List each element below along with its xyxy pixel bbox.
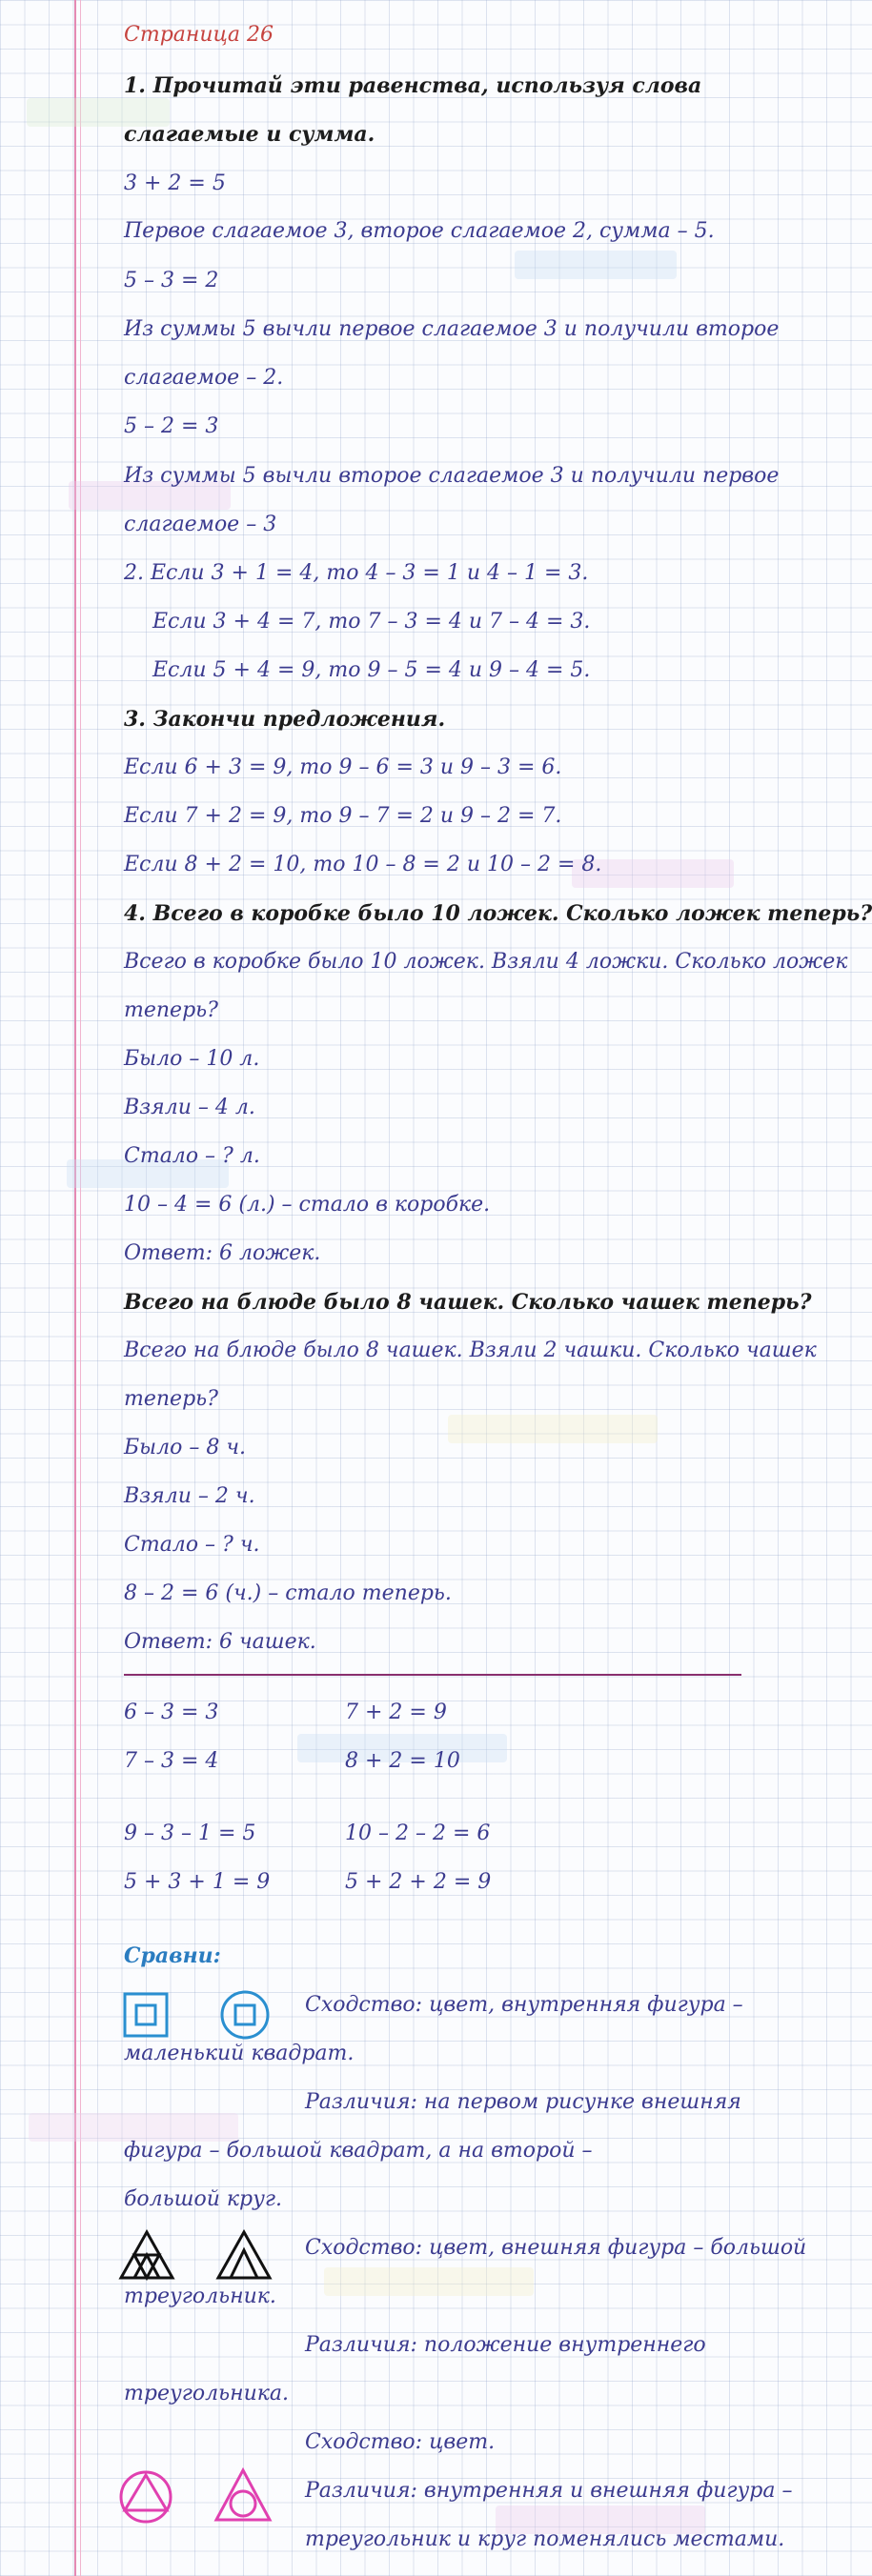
watermark: [29, 2113, 238, 2142]
difference-text: Различия: внутренняя и внешняя фигура –: [305, 2479, 793, 2503]
task5-became: Стало – ? ч.: [124, 1533, 260, 1557]
difference-text: большой круг.: [124, 2187, 282, 2211]
task1-heading: слагаемые и сумма.: [124, 122, 375, 147]
separator-line: [124, 1674, 741, 1676]
equation: 5 – 2 = 3: [124, 414, 219, 438]
equation: 6 – 3 = 3: [124, 1701, 219, 1724]
task3-line: Если 6 + 3 = 9, то 9 – 6 = 3 и 9 – 3 = 6.: [124, 755, 562, 779]
text-line: Первое слагаемое 3, второе слагаемое 2, сумма – 5.: [124, 219, 715, 243]
task5-answer: Ответ: 6 чашек.: [124, 1630, 316, 1654]
triangle-in-triangle-up-icon: [118, 2229, 175, 2281]
task4-was: Было – 10 л.: [124, 1047, 260, 1071]
task4-solution: 10 – 4 = 6 (л.) – стало в коробке.: [124, 1193, 491, 1217]
equation: 5 + 3 + 1 = 9: [124, 1870, 271, 1894]
task3-heading: 3. Закончи предложения.: [124, 707, 446, 732]
similarity-text: треугольник.: [124, 2284, 276, 2308]
task4-condition: теперь?: [124, 998, 218, 1022]
square-in-square-icon: [122, 1991, 170, 2039]
task5-heading: Всего на блюде было 8 чашек. Сколько чашек теперь?: [124, 1290, 812, 1315]
task4-taken: Взяли – 4 л.: [124, 1096, 255, 1119]
task5-condition: теперь?: [124, 1387, 218, 1411]
task3-line: Если 8 + 2 = 10, то 10 – 8 = 2 и 10 – 2 = 8.: [124, 853, 602, 876]
equation: 8 + 2 = 10: [345, 1749, 460, 1773]
text-line: Из суммы 5 вычли первое слагаемое 3 и получили второе: [124, 317, 780, 341]
difference-text: треугольника.: [124, 2382, 289, 2405]
text-line: Из суммы 5 вычли второе слагаемое 3 и получили первое: [124, 464, 780, 488]
task2-line: Если 3 + 4 = 7, то 7 – 3 = 4 и 7 – 4 = 3.: [152, 610, 591, 634]
task5-condition: Всего на блюде было 8 чашек. Взяли 2 чашки. Сколько чашек: [124, 1338, 817, 1362]
triangle-in-triangle-icon: [215, 2229, 273, 2281]
task1-heading: 1. Прочитай эти равенства, используя слова: [124, 73, 702, 98]
task4-heading: 4. Всего в коробке было 10 ложек. Сколько ложек теперь?: [124, 901, 872, 926]
task2-line: 2. Если 3 + 1 = 4, то 4 – 3 = 1 и 4 – 1 = 3.: [124, 561, 589, 585]
task5-was: Было – 8 ч.: [124, 1436, 246, 1459]
equation: 5 – 3 = 2: [124, 269, 219, 292]
difference-text: фигура – большой квадрат, а на второй –: [124, 2139, 593, 2163]
similarity-text: Сходство: цвет, внешняя фигура – большой: [305, 2236, 807, 2260]
similarity-text: Сходство: цвет.: [305, 2430, 496, 2454]
text-line: слагаемое – 3: [124, 513, 277, 536]
circle-in-triangle-icon: [213, 2467, 273, 2523]
task3-line: Если 7 + 2 = 9, то 9 – 7 = 2 и 9 – 2 = 7.: [124, 804, 562, 828]
task4-answer: Ответ: 6 ложек.: [124, 1241, 321, 1265]
triangle-in-circle-icon: [118, 2469, 173, 2525]
difference-text: Различия: на первом рисунке внешняя: [305, 2090, 741, 2114]
task4-condition: Всего в коробке было 10 ложек. Взяли 4 ложки. Сколько ложек: [124, 950, 848, 974]
equation: 3 + 2 = 5: [124, 171, 226, 195]
difference-text: Различия: положение внутреннего: [305, 2333, 706, 2357]
notebook-margin-line-inner: [80, 0, 81, 2576]
task5-taken: Взяли – 2 ч.: [124, 1484, 255, 1508]
equation: 10 – 2 – 2 = 6: [345, 1821, 491, 1845]
compare-heading: Сравни:: [124, 1943, 221, 1968]
text-line: слагаемое – 2.: [124, 366, 284, 390]
similarity-text: маленький квадрат.: [124, 2042, 355, 2065]
task5-solution: 8 – 2 = 6 (ч.) – стало теперь.: [124, 1581, 452, 1605]
task2-line: Если 5 + 4 = 9, то 9 – 5 = 4 и 9 – 4 = 5.: [152, 658, 591, 682]
task4-became: Стало – ? л.: [124, 1144, 260, 1168]
equation: 7 – 3 = 4: [124, 1749, 219, 1773]
notebook-margin-line: [74, 0, 76, 2576]
equation: 9 – 3 – 1 = 5: [124, 1821, 256, 1845]
square-in-circle-icon: [219, 1989, 271, 2041]
difference-text: треугольник и круг поменялись местами.: [305, 2527, 785, 2551]
similarity-text: Сходство: цвет, внутренняя фигура –: [305, 1993, 743, 2017]
page-title: Страница 26: [124, 23, 274, 47]
watermark: [448, 1415, 658, 1443]
equation: 5 + 2 + 2 = 9: [345, 1870, 492, 1894]
watermark: [324, 2267, 534, 2296]
equation: 7 + 2 = 9: [345, 1701, 447, 1724]
watermark: [515, 251, 677, 279]
